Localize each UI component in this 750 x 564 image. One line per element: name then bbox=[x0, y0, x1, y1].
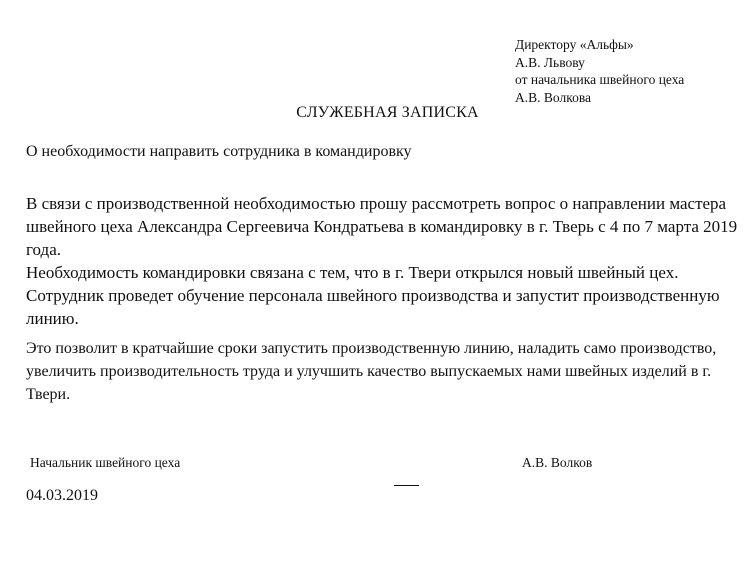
body-paragraph: Это позволит в кратчайшие сроки запустить производственную линию, наладить само производство, увеличить производительность труда и улучшить качество выпускаемых нами швейных изделий в г. Твери. bbox=[26, 340, 717, 403]
body-paragraph: Необходимость командировки связана с тем, что в г. Твери открылся новый швейный цех. Сотрудник проведет обучение персонала швейного производства и запустит производственную линию. bbox=[26, 263, 720, 328]
document-title: СЛУЖЕБНАЯ ЗАПИСКА bbox=[296, 104, 479, 121]
body-section-2 bbox=[26, 337, 746, 406]
document-date: 04.03.2019 bbox=[26, 487, 98, 504]
addressee-block bbox=[515, 36, 684, 106]
signature-position: Начальник швейного цеха bbox=[30, 455, 181, 470]
body-section-1 bbox=[26, 192, 746, 330]
body-paragraph: В связи с производственной необходимостью прошу рассмотреть вопрос о направлении мастера швейного цеха Александра Сергеевича Кондратьева в командировку в г. Тверь с 4 по 7 марта 2019 года. bbox=[26, 194, 738, 259]
addressee-line: А.В. Волкова bbox=[515, 89, 592, 105]
addressee-line: от начальника швейного цеха bbox=[515, 72, 685, 87]
addressee-line: Директору «Альфы» bbox=[515, 37, 634, 52]
document-subject: О необходимости направить сотрудника в командировку bbox=[26, 143, 412, 160]
signature-line bbox=[394, 485, 419, 486]
addressee-line: А.В. Львову bbox=[515, 54, 585, 70]
signature-name: А.В. Волков bbox=[522, 455, 593, 470]
